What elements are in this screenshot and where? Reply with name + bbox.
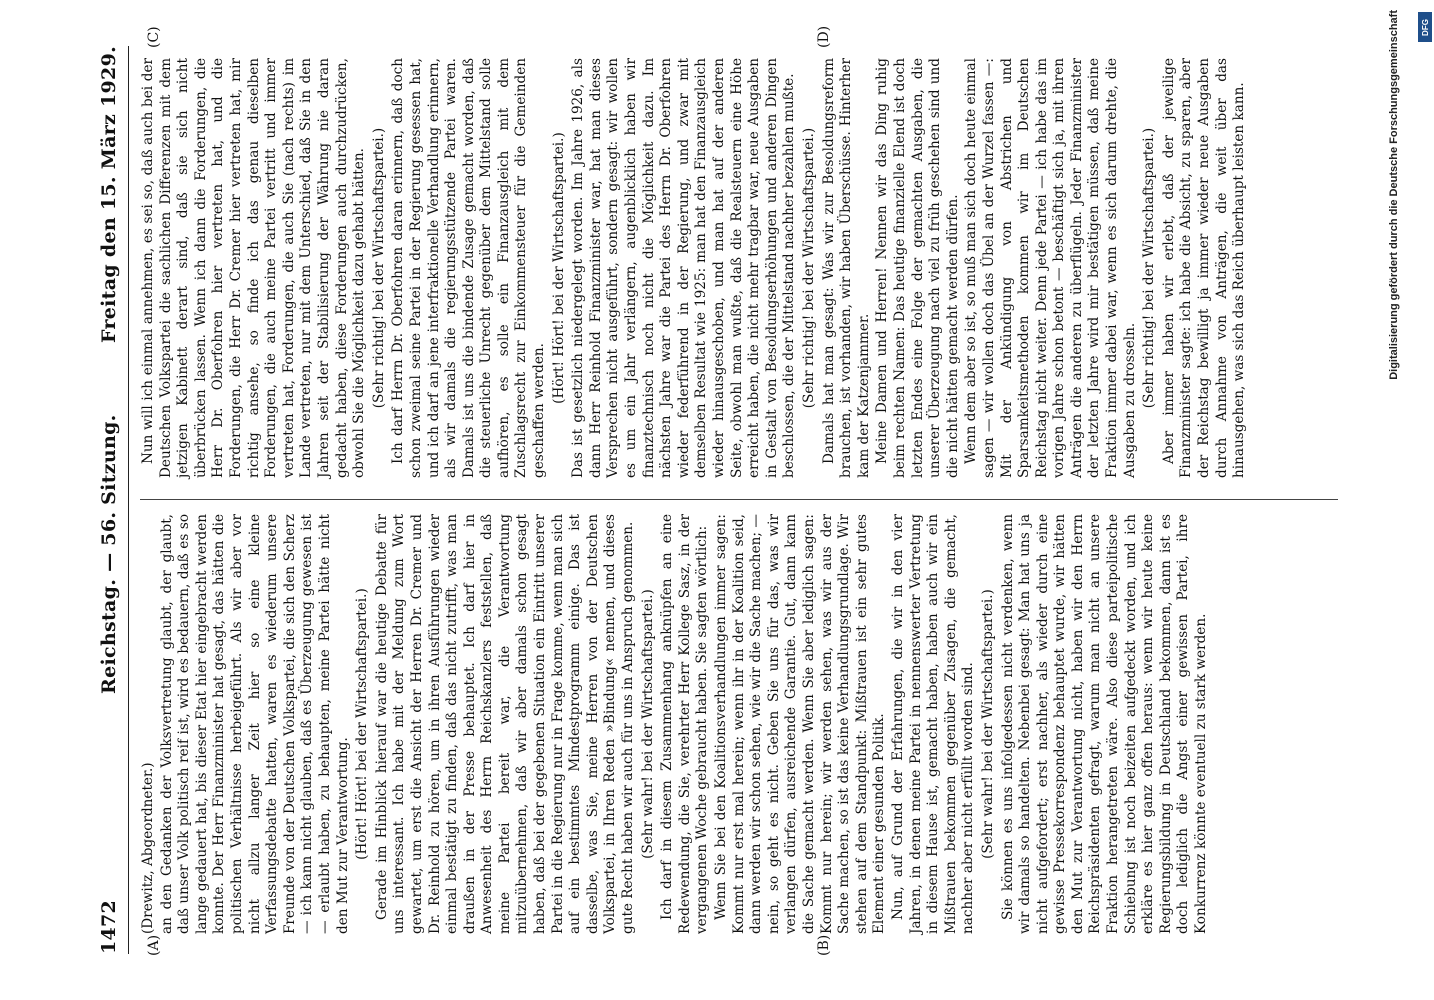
digitization-note: [1388, 10, 1408, 900]
paragraph: Nun, auf Grund der Erfahrungen, die wir in den vier Jahren, in denen meine Partei in nennenswerter Vertretung in diesem Hause ist, gemacht haben, haben auch wir ein Mißtrauen bekommen gegenüber Zusagen, die gemacht, nachher aber nicht erfüllt worden sind.: [889, 514, 977, 934]
rotated-page: [68, 22, 1378, 978]
dfg-logo-icon: [1418, 12, 1432, 42]
paragraph: Das ist gesetzlich niedergelegt worden. Im Jahre 1926, als dann Herr Reinhold Finanzminister war, hat man dieses Versprechen nicht ausgeführt, sondern gesagt: wir wollen es um ein Jahr verlängern, augenblicklich haben wir finanztechnisch noch nicht die Möglichkeit dazu. Im nächsten Jahre war die Partei des Herrn Dr. Oberfohren wieder federführend in der Regierung, und zwar mit demselben Resultat wie 1925: man hat den Finanzausgleich wieder hinausgeschoben, und man hat auf der anderen Seite, obwohl man wußte, daß die Realsteuern eine Höhe erreicht haben, die nicht mehr tragbar war, neue Ausgaben in Gestalt von Besoldungserhöhungen und anderen Dingen beschlossen, die der Mittelstand nachher bezahlen mußte.: [570, 58, 798, 478]
paragraph: Wenn dem aber so ist, so muß man sich doch heute einmal sagen — wir wollen doch das Übel an der Wurzel fassen —: Mit der Ankündigung von Abstrichen und Sparsamkeitsmethoden kommen wir im Deutschen Reichstag nicht weiter. Denn jede Partei — ich habe das im vorigen Jahre schon betont — beschäftigt sich ja, mit ihren Anträgen die anderen zu überflügeln. Jeder Finanzminister der letzten Jahre wird mir bestätigen müssen, daß meine Fraktion immer dabei war, wenn es sich darum drehte, die Ausgaben zu drosseln.: [963, 58, 1138, 478]
paragraph: Wenn Sie bei den Koalitionsverhandlungen immer sagen: Kommt nur erst mal herein; wenn ihr in der Koalition seid, dann werden wir schon sehen, wie wir die Sache machen; — nein, so geht es nicht. Geben Sie uns für das, was wir verlangen dürfen, ausreichende Garantie. Gut, dann kann die Sache gemacht werden. Wenn Sie aber lediglich sagen: Kommt nur herein; wir werden sehen, was wir aus der Sache machen, so ist das keine Verhandlungsgrundlage. Wir stehen auf dem Standpunkt: Mißtrauen ist ein sehr gutes Element einer gesunden Politik.: [713, 514, 888, 934]
paragraph: Aber immer haben wir erlebt, daß der jeweilige Finanzminister sagte: ich habe die Absicht, zu sparen, aber der Reichstag bewilligt ja immer wieder neue Ausgaben durch Annahme von Anträgen, die weit über das hinausgehen, was sich das Reich überhaupt leisten kann.: [1160, 58, 1248, 478]
paragraph: Sie können es uns infolgedessen nicht verdenken, wenn wir damals so handelten. Nebenbei gesagt: Man hat uns ja nicht aufgefordert; erst nachher, als wieder durch eine gewisse Pressekorrespondenz behauptet wurde, wir hätten den Mut zur Verantwortung nicht, haben wir den Herrn Reichspräsidenten gefragt, warum man nicht an unsere Fraktion herangetreten wäre. Also diese parteipolitische Schiebung ist noch beizeiten aufgedeckt worden, und ich erkläre es hier ganz offen heraus: wenn wir heute keine Regierungsbildung in Deutschland bekommen, dann ist es doch lediglich die Angst einer gewissen Partei, ihre Konkurrenz könnte eventuell zu stark werden.: [999, 514, 1210, 934]
paragraph: Ich darf in diesem Zusammenhang anknüpfen an eine Redewendung, die Sie, verehrter Herr Kollege Sasz, in der vergangenen Woche gebraucht haben. Sie sagten wörtlich:: [659, 514, 711, 934]
paragraph: (Sehr richtig! bei der Wirtschaftspartei.): [1141, 127, 1158, 409]
paragraph: Nun will ich einmal annehmen, es sei so, daß auch bei der Deutschen Volkspartei die sachlichen Differenzen mit dem jetzigen Kabinett derart sind, daß sie sich nicht überbrücken lassen. Wenn ich dann die Forderungen, die Herr Dr. Oberfohren hier vertreten hat, und die Forderungen, die Herr Dr. Cremer hier vertreten hat, mir richtig ansehe, so finde ich das genau dieselben Forderungen, die auch meine Partei vertritt und immer vertreten hat, Forderungen, die auch Sie (nach rechts) im Lande vertreten, nur mit dem Unterschied, daß Sie in den Jahren seit der Stabilisierung der Währung nie daran gedacht haben, diese Forderungen auch durchzudrücken, obwohl Sie die Möglichkeit dazu gehabt hätten.: [140, 58, 368, 478]
paragraph: (Sehr richtig! bei der Wirtschaftspartei.): [370, 127, 387, 409]
paragraph: Damals hat man gesagt: Was wir zur Besoldungsreform brauchen, ist vorhanden, wir haben Überschüsse. Hinterher kam der Katzenjammer.: [820, 58, 872, 478]
page-number: 1472: [98, 899, 120, 954]
header-rule: [128, 46, 129, 954]
paragraph: (Hört! Hört! bei der Wirtschaftspartei.): [550, 132, 567, 404]
paragraph: (Drewitz, Abgeordneter.): [140, 762, 156, 934]
digitization-note-text: Digitalisierung gefördert durch die Deutsche Forschungsgemeinschaft: [1388, 10, 1400, 380]
session-date: Freitag den 15. März 1929.: [98, 46, 120, 343]
column-left: [140, 514, 1338, 934]
paragraph: Meine Damen und Herren! Nennen wir das Ding ruhig beim rechten Namen: Das heutige finanzielle Elend ist doch letzten Endes eine Folge der gemachten Ausgaben, die unserer Überzeugung nach viel zu früh geschehen sind und die nicht hätten gemacht werden dürfen.: [874, 58, 961, 478]
margin-mark-d: (D): [816, 25, 832, 48]
paragraph: Ich darf Herrn Dr. Oberfohren daran erinnern, daß doch schon zweimal seine Partei in der Regierung gesessen hat, und ich darf an jene interfraktionelle Verhandlung erinnern, als wir damals die regierungsstützende Partei waren. Damals ist uns die bindende Zusage gemacht worden, daß die steuerliche Unrecht gegenüber dem Mittelstand solle aufhören, es solle ein Finanzausgleich mit dem Zuschlagsrecht zur Einkommensteuer für die Gemeinden geschaffen werden.: [390, 58, 548, 478]
margin-mark-a: (A): [146, 934, 162, 956]
paragraph: (Sehr richtig! bei der Wirtschaftspartei.): [800, 127, 817, 409]
paragraph: Gerade im Hinblick hierauf war die heutige Debatte für uns interessant. Ich habe mit der Meldung zum Wort gewartet, um erst die Ansicht der Herren Dr. Cremer und Dr. Reinhold zu hören, um in ihren Ausführungen wieder einmal bestätigt zu finden, daß das nicht zutrifft, was man draußen in der Presse behauptet. Ich darf hier in Anwesenheit des Herrn Reichskanzlers feststellen, daß meine Partei bereit war, die Verantwortung mitzuübernehmen, daß wir aber damals schon gesagt haben, daß bei der gegebenen Situation ein Eintritt unserer Partei in die Regierung nur in Frage komme, wenn man sich auf ein bestimmtes Mindestprogramm einige. Das ist dasselbe, was Sie, meine Herren von der Deutschen Volkspartei, in Ihren Reden »Bindung« nennen, und dieses gute Recht haben wir auch für uns in Anspruch genommen.: [373, 514, 637, 934]
margin-mark-b: (B): [816, 934, 832, 956]
paragraph: an den Gedanken der Volksvertretung glaubt, der glaubt, daß unser Volk politisch reif ist, wird es bedauern, daß es so lange gedauert hat, bis dieser Etat hier eingebracht werden konnte. Der Herr Finanzminister hat gesagt, das hätten die politischen Verhältnisse herbeigeführt. Als wir aber vor nicht allzu langer Zeit hier so eine kleine Verfassungsdebatte hatten, waren es wiederum unsere Freunde von der Deutschen Volkspartei, die sich den Scherz — ich kann nicht glauben, daß es Überzeugung gewesen ist — erlaubt haben, zu behaupten, meine Partei hätte nicht den Mut zur Verantwortung.: [158, 514, 351, 934]
column-divider: [140, 499, 1338, 500]
paragraph: (Sehr wahr! bei der Wirtschaftspartei.): [979, 589, 996, 859]
column-right: [140, 58, 1338, 478]
margin-mark-c: (C): [146, 26, 162, 48]
dfg-logo-text: DFG: [1420, 18, 1430, 36]
session-title: Reichstag. — 56. Sitzung.: [98, 414, 120, 694]
paragraph: (Hört! Hört! bei der Wirtschaftspartei.): [354, 588, 371, 860]
page-header: [96, 46, 132, 954]
paragraph: (Sehr wahr! bei der Wirtschaftspartei.): [639, 589, 656, 859]
